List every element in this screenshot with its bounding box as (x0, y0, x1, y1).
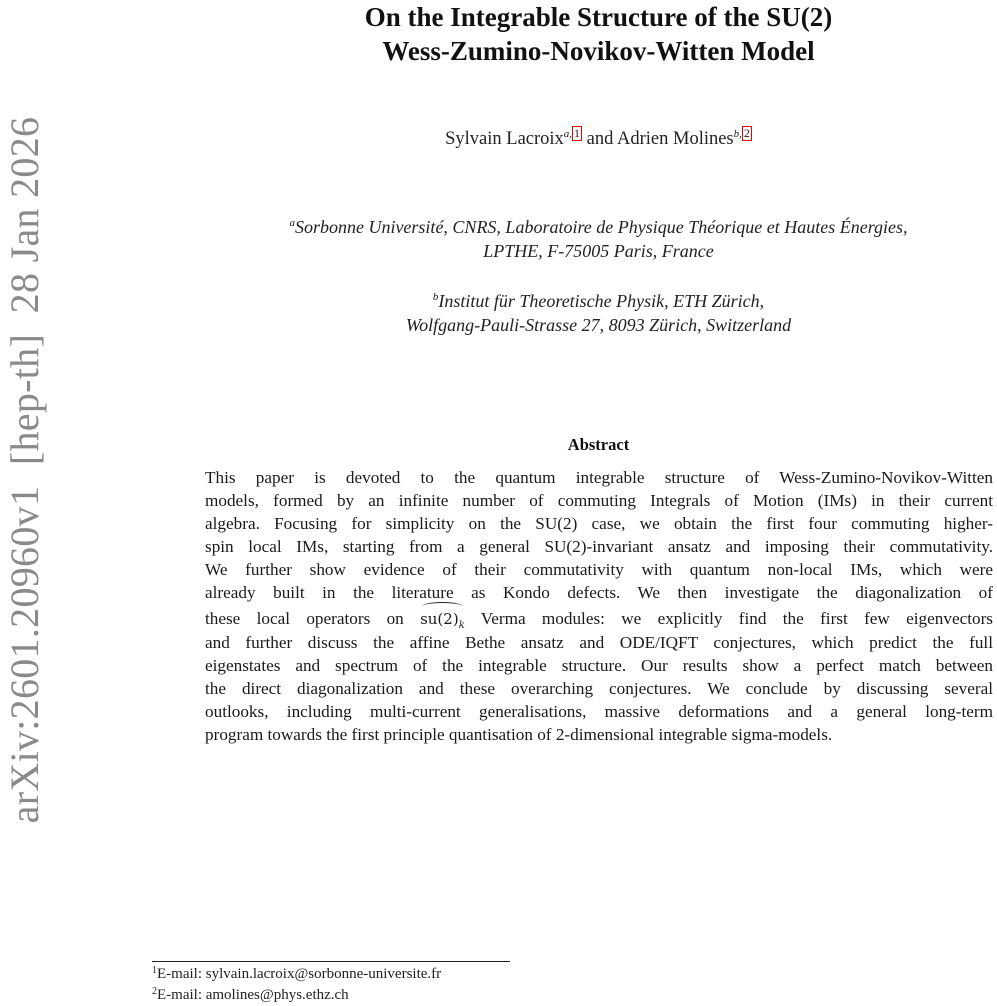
footnote-rule (152, 961, 510, 962)
author-joiner: and (586, 129, 614, 149)
abstract-line: the direct diagonalization and these overarching conjectures. We conclude by discussing several (205, 679, 993, 698)
footnote-email: E-mail: amolines@phys.ethz.ch (157, 987, 349, 1003)
affiliation-mark: a, 1 (563, 126, 581, 140)
affiliation-mark: b (432, 291, 439, 303)
affiliation-mark: b, 2 (733, 126, 750, 140)
affiliation-mark: a (289, 217, 295, 229)
affiliation-b (200, 285, 997, 337)
abstract-line: program towards the first principle quantisation of 2-dimensional integrable sigma-models. (205, 725, 833, 744)
author-name: Sylvain Lacroix (445, 129, 564, 149)
abstract-line: We further show evidence of their commutativity with quantum non-local IMs, which were (205, 560, 993, 579)
footnote-email: E-mail: sylvain.lacroix@sorbonne-universite.fr (157, 966, 442, 982)
title-line-2: Wess-Zumino-Novikov-Witten Model (382, 36, 815, 66)
affiliation-line: LPTHE, F-75005 Paris, France (483, 241, 714, 261)
abstract-line: algebra. Focusing for simplicity on the SU(2) case, we obtain the first four commuting higher- (205, 514, 993, 533)
abstract-line: This paper is devoted to the quantum integrable structure of Wess-Zumino-Novikov-Witten (205, 468, 993, 487)
paper-title (200, 0, 997, 68)
affiliation-line: Wolfgang-Pauli-Strasse 27, 8093 Zürich, Switzerland (405, 315, 792, 335)
affiliation-a (200, 211, 997, 263)
footnote-link[interactable]: 2 (743, 126, 750, 140)
abstract-line: and further discuss the affine Bethe ansatz and ODE/IQFT conjectures, which predict the full (205, 633, 993, 652)
author-list (200, 126, 997, 150)
abstract-line: outlooks, including multi-current generalisations, massive deformations and a general long-term (205, 702, 993, 721)
author-name: Adrien Molines (617, 129, 734, 149)
footnote-link[interactable]: 1 (574, 126, 581, 140)
abstract-heading: Abstract (567, 435, 630, 454)
footnote-2 (152, 986, 349, 1004)
affine-su2-math: $su(2)_k$ (420, 608, 465, 637)
abstract-line: already built in the literature as Kondo defects. We then investigate the diagonalization of (205, 583, 993, 602)
title-line-1: On the Integrable Structure of the SU(2) (364, 2, 833, 32)
affiliation-line: Sorbonne Université, CNRS, Laboratoire de Physique Théorique et Hautes Énergies, (294, 217, 908, 237)
abstract-line: models, formed by an infinite number of commuting Integrals of Motion (IMs) in their current (205, 491, 993, 510)
abstract-text: Verma modules: we explicitly find the first few eigenvectors (480, 609, 993, 628)
abstract-line: spin local IMs, starting from a general SU(2)-invariant ansatz and imposing their commutativity. (205, 537, 993, 556)
footnote-1 (152, 965, 441, 983)
footnote-mark: 1 (152, 965, 157, 976)
abstract-line: eigenstates and spectrum of the integrable structure. Our results show a perfect match between (205, 656, 993, 675)
footnote-mark: 2 (152, 986, 157, 997)
abstract-text: these local operators on (205, 609, 404, 628)
arxiv-sidebar-stamp: arXiv:2601.20960v1 [hep-th] 28 Jan 2026 (2, 116, 47, 824)
affiliation-line: Institut für Theoretische Physik, ETH Zürich, (438, 291, 765, 311)
